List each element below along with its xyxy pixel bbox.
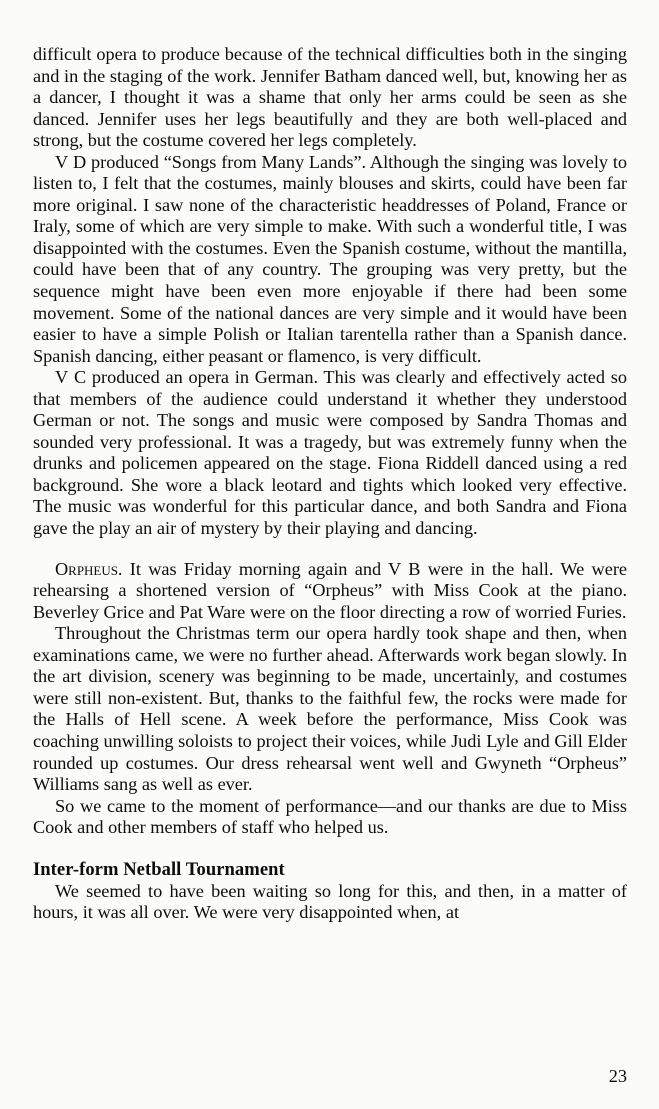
paragraph-opera-continued: difficult opera to produce because of the technical difficulties both in the singing and in the staging of the work. Jennifer Batham danced well, but, knowing her as a dancer, I thought it was a shame that only her arms could be seen as she danced. Jennifer uses her legs beautifully and they are both well-placed and strong, but the costume covered her legs completely.	[33, 44, 627, 151]
paragraph-vd-songs-from-many-lands	[33, 152, 627, 367]
page-number: 23	[608, 1066, 627, 1086]
paragraph-orpheus-text: . It was Friday morning again and V B were in the hall. We were rehearsing a shortened version of “Orpheus” with Miss Cook at the piano. Beverley Grice and Pat Ware were on the floor directing a row of worried Furies.	[33, 558, 627, 622]
paragraph-vc-german-opera	[33, 367, 627, 539]
form-marker-c: C	[73, 367, 87, 388]
paragraph-vc-text: produced an opera in German. This was clearly and effectively acted so that members of the audience could understand it whether they understood German or not. The songs and music were composed by Sandra Thomas and sounded very professional. It was a tragedy, but was extremely funny when the drunks and policemen appeared on the stage. Fiona Riddell danced using a red background. She wore a black leotard and tights which looked very effective. The music was wonderful for this particular dance, and both Sandra and Fiona gave the play an air of mystery by their playing and dancing.	[33, 367, 627, 539]
form-marker-v: V	[55, 151, 69, 172]
section-heading-netball-tournament: Inter-form Netball Tournament	[33, 858, 285, 880]
form-marker-v: V	[55, 367, 69, 388]
section-runin-orpheus: Orpheus	[55, 558, 118, 579]
paragraph-vd-text: produced “Songs from Many Lands”. Although the singing was lovely to listen to, I felt that the costumes, mainly blouses and skirts, could have been far more original. I saw none of the characteristic headdresses of Poland, France or Iraly, some of which are very simple to make. With such a wonderful title, I was disappointed with the costumes. Even the Spanish costume, without the mantilla, could have been that of any country. The grouping was very pretty, but the sequence might have been even more enjoyable if there had been some movement. Some of the national dances are very simple and it would have been easier to have a simple Polish or Italian tarentella rather than a Spanish dance. Spanish dancing, either peasant or flamenco, is very difficult.	[33, 151, 627, 366]
paragraph-orpheus-opening	[33, 559, 627, 624]
paragraph-christmas-term: Throughout the Christmas term our opera hardly took shape and then, when examinations came, we were no further ahead. Afterwards work began slowly. In the art division, scenery was beginning to be made, uncertainly, and costumes were still non-existent. But, thanks to the faithful few, the rocks were made for the Halls of Hell scene. A week before the performance, Miss Cook was coaching unwilling soloists to project their voices, while Judi Lyle and Gill Elder rounded up costumes. Our dress rehearsal went well and Gwyneth “Orpheus” Williams sang as well as ever.	[33, 623, 627, 795]
form-marker-d: D	[73, 151, 87, 172]
page-text-block	[33, 44, 627, 924]
paragraph-moment-of-performance: So we came to the moment of performance—and our thanks are due to Miss Cook and other members of staff who helped us.	[33, 795, 627, 838]
paragraph-netball-intro: We seemed to have been waiting so long for this, and then, in a matter of hours, it was all over. We were very disappointed when, at	[33, 880, 627, 923]
